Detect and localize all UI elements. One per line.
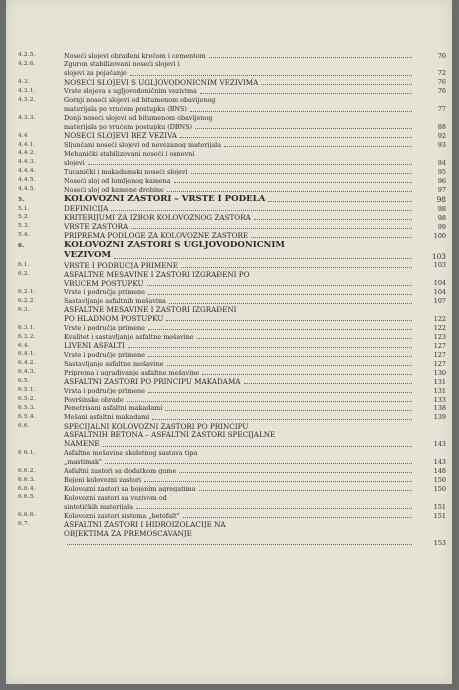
toc-entry-title: Vrste i područja primene — [64, 289, 145, 296]
toc-entry-page: 94 — [437, 158, 446, 167]
dot-leader — [144, 479, 412, 482]
toc-entry — [18, 448, 446, 457]
toc-entry — [18, 358, 446, 367]
toc-entry — [18, 278, 446, 287]
toc-entry-page: 72 — [437, 69, 446, 78]
toc-entry-page: 99 — [437, 222, 446, 231]
dot-leader — [127, 399, 412, 402]
toc-entry-number: 5.1. — [18, 205, 30, 212]
toc-entry — [18, 166, 446, 175]
toc-entry-number: 6.4.3. — [18, 369, 36, 376]
toc-entry — [18, 193, 446, 203]
toc-entry — [18, 492, 446, 501]
dot-leader — [190, 109, 412, 112]
toc-entry-number: 5.2. — [18, 214, 30, 221]
toc-entry-page: 92 — [437, 131, 446, 140]
toc-entry — [18, 367, 446, 376]
toc-entry-title-wrap — [64, 431, 412, 438]
toc-entry-title-wrap — [64, 378, 412, 385]
toc-entry-title-wrap — [64, 262, 412, 269]
toc-entry-title: Noseći slojevi obrađeni krečom i cementom — [64, 52, 206, 59]
toc-entry-page: 153 — [433, 538, 446, 547]
toc-entry-number: 6.2.2. — [18, 297, 36, 304]
toc-entry — [18, 50, 446, 59]
toc-entry-title: VRSTE I PODRUČJA PRIMENE — [64, 261, 179, 269]
toc-entry — [18, 148, 446, 157]
toc-entry — [18, 296, 446, 305]
toc-entry-page: 122 — [433, 315, 446, 324]
dot-leader — [148, 327, 412, 330]
toc-entry-title: ASFALTNE MEŠAVINE I ZASTORI IZGRAĐENI PO — [64, 270, 250, 278]
toc-entry-title-wrap — [64, 423, 412, 430]
toc-entry-number: 6.3.2. — [18, 333, 36, 340]
toc-entry-number: 6.5.1. — [18, 387, 36, 394]
toc-entry-number: 4.4.5. — [18, 186, 36, 193]
toc-entry — [18, 203, 446, 212]
toc-entry-page: 143 — [433, 458, 446, 467]
toc-entry — [18, 528, 446, 537]
dot-leader — [167, 189, 412, 192]
dot-leader — [67, 542, 412, 545]
toc-entry-number: 4.4.5. — [18, 177, 36, 184]
toc-entry-title: „mastimak" — [64, 459, 102, 466]
dot-leader — [244, 381, 413, 384]
toc-entry — [18, 457, 446, 466]
toc-entry-title: Noseći sloj od kamene drobine — [64, 186, 164, 193]
toc-entry-page: 143 — [433, 440, 446, 449]
toc-entry-page: 70 — [437, 51, 446, 60]
dot-leader — [114, 256, 412, 259]
toc-entry-number: 6. — [18, 242, 25, 249]
toc-entry-page: 131 — [433, 377, 446, 386]
toc-entry — [18, 314, 446, 323]
toc-entry-title: Kolovozni zastori sistema „betofalt" — [64, 512, 180, 520]
toc-entry-number: 4.4.4. — [18, 168, 36, 175]
dot-leader — [179, 470, 412, 473]
toc-entry-title: ASFALTNIH BETONA – ASFALTNI ZASTORI SPECIJALNE — [64, 431, 276, 439]
toc-entry-page: 150 — [433, 475, 446, 484]
toc-entry-number: 4.2.5. — [18, 52, 36, 59]
toc-entry — [18, 239, 446, 249]
toc-entry-title: Sastavljanje asfaltnih mešavina — [64, 298, 166, 305]
toc-entry-number: 6.4.1. — [18, 351, 36, 358]
toc-entry-title: VRSTE ZASTORA — [64, 223, 129, 231]
toc-entry — [18, 421, 446, 430]
toc-entry-number: 6.5.4. — [18, 414, 36, 420]
toc-entry-title: LIVENI ASFALTI — [64, 342, 125, 350]
toc-entry-page: 127 — [433, 359, 446, 368]
toc-entry-page: 148 — [433, 467, 446, 476]
toc-entry-page: 127 — [433, 350, 446, 359]
toc-entry-number: 6.6. — [18, 422, 30, 429]
toc-entry — [18, 130, 446, 139]
toc-entry — [18, 322, 446, 331]
toc-entry-page: 96 — [437, 176, 446, 185]
toc-entry-number: 6.6.3. — [18, 476, 36, 483]
toc-entry-title: Vrste slojeva s ugljovodoničnim vezivima — [64, 88, 197, 95]
toc-entry-number: 6.4.2. — [18, 360, 36, 367]
toc-entry — [18, 113, 446, 122]
toc-entry-number: 4.2.6. — [18, 61, 36, 68]
dot-leader — [180, 135, 412, 138]
toc-entry-page: 150 — [433, 484, 446, 493]
toc-entry-number: 6.6.6. — [18, 512, 36, 519]
toc-entry — [18, 305, 446, 314]
toc-entry-number: 4.3. — [18, 78, 30, 85]
toc-entry-page: 77 — [437, 105, 446, 114]
dot-leader — [191, 171, 412, 174]
toc-entry-page: 98 — [436, 194, 446, 204]
toc-entry-number: 4.3.2. — [18, 96, 36, 103]
toc-entry-number: 5.3. — [18, 223, 30, 230]
toc-entry — [18, 376, 446, 385]
book-page — [6, 0, 452, 684]
dot-leader — [148, 390, 412, 393]
toc-entry — [18, 175, 446, 184]
toc-entry-title-wrap — [64, 132, 412, 139]
dot-leader — [152, 417, 412, 420]
toc-entry-page: 130 — [433, 368, 446, 377]
toc-entry — [18, 331, 446, 340]
toc-entry-page: 151 — [433, 511, 446, 520]
toc-entry-page: 138 — [433, 404, 446, 413]
toc-entry — [18, 269, 446, 278]
toc-entry-title: Kvalitet i sastavljanje asfaltne mešavine — [64, 333, 194, 341]
toc-entry — [18, 501, 446, 510]
dot-leader — [128, 345, 412, 348]
toc-entry — [18, 157, 446, 166]
toc-entry-page: 76 — [437, 78, 446, 87]
toc-entry — [18, 184, 446, 193]
toc-entry-page: 122 — [433, 324, 446, 333]
toc-entry-title: ASFALTNI ZASTORI I HIDROIZOLACIJE NA — [64, 520, 226, 529]
dot-leader — [209, 55, 412, 58]
dot-leader — [148, 354, 412, 357]
table-of-contents — [18, 50, 446, 546]
toc-entry-title-wrap — [64, 223, 412, 230]
toc-entry — [18, 412, 446, 421]
toc-entry-number: 6.2. — [18, 271, 30, 277]
toc-entry-number: 6 6.1. — [18, 449, 36, 456]
toc-entry-title-wrap — [64, 306, 412, 313]
toc-entry — [18, 287, 446, 296]
toc-entry-number: 6.6.4. — [18, 485, 36, 492]
toc-entry-page: 76 — [437, 87, 446, 96]
toc-entry-title: Priprema i ugrađivanje asfaltne mešavine — [64, 369, 200, 377]
dot-leader — [251, 235, 412, 238]
toc-entry-title: Vrste i područje primene — [64, 351, 145, 359]
dot-leader — [199, 488, 412, 491]
dot-leader — [147, 283, 412, 286]
toc-entry — [18, 77, 446, 86]
toc-entry-title: materijala po vrućem postupku (DBNS) — [64, 124, 192, 131]
toc-entry-title: slojevi — [64, 159, 85, 167]
toc-entry — [18, 139, 446, 148]
dot-leader — [183, 515, 412, 518]
toc-entry-title: NOSEĆI SLOJEVI BEZ VEZIVA — [64, 132, 177, 140]
toc-entry — [18, 519, 446, 528]
toc-entry — [18, 510, 446, 519]
toc-entry-number: 6.5.2. — [18, 396, 36, 403]
toc-entry-number: 5.4. — [18, 232, 30, 239]
toc-entry-number: 6.6.2. — [18, 467, 36, 474]
toc-entry-page: 104 — [433, 288, 446, 297]
toc-entry — [18, 86, 446, 95]
dot-leader — [88, 162, 412, 165]
dot-leader — [111, 208, 412, 211]
toc-entry-title: Tucanički i makadamski noseći slojevi — [64, 168, 188, 176]
toc-entry-page: 98 — [437, 204, 446, 213]
toc-entry-title: Bojeni kolovozni zastori — [64, 476, 142, 484]
toc-entry-title-wrap — [64, 440, 412, 447]
toc-entry-title: OBJEKTIMA ZA PREMOŠĆAVANJE — [64, 529, 192, 537]
toc-entry — [18, 394, 446, 403]
toc-entry-title-wrap — [64, 280, 412, 287]
dot-leader — [254, 217, 412, 220]
toc-entry-title-wrap — [64, 530, 412, 537]
toc-entry-number: 6.5. — [18, 378, 30, 385]
toc-entry — [18, 430, 446, 439]
toc-entry-number: 4.3.1. — [18, 87, 36, 94]
toc-entry-page: 93 — [437, 140, 446, 149]
toc-entry-number: 6.7. — [18, 521, 30, 528]
dot-leader — [131, 226, 412, 229]
toc-entry-number: 4.4.2. — [18, 150, 36, 157]
toc-entry-title-wrap — [64, 521, 412, 528]
toc-entry-title: KOLOVOZNI ZASTORI – VRSTE I PODELA — [64, 194, 266, 204]
toc-entry — [18, 474, 446, 483]
toc-entry-title: Šljunčani noseći slojevi od nevezanog materijala — [64, 141, 222, 149]
toc-entry-page: 107 — [433, 297, 446, 306]
toc-entry-title: Mešani asfaltni makadami — [64, 414, 150, 421]
toc-entry-title: KRITERIJUMI ZA IZBOR KOLOVOZNOG ZASTORA — [64, 214, 251, 222]
toc-entry-page: 103 — [433, 261, 446, 270]
toc-entry — [18, 403, 446, 412]
toc-entry-title-wrap — [64, 251, 412, 260]
toc-entry-title: Sastavljanje asfaltne mešavine — [64, 360, 164, 368]
toc-entry-title: Kolovozni zastori sa bojenim agregatima — [64, 485, 196, 493]
toc-entry-number: 6.3.1. — [18, 324, 36, 331]
toc-entry-title: DEFINICIJA — [64, 205, 109, 213]
toc-entry-title: Asfaltne mešavine skeletnog sastava tipa — [64, 450, 198, 457]
toc-entry-page: 104 — [433, 279, 446, 288]
dot-leader — [103, 444, 412, 447]
toc-entry — [18, 465, 446, 474]
dot-leader — [200, 91, 412, 94]
toc-entry-number: 6.4. — [18, 342, 30, 349]
toc-entry-title: Donji noseći slojevi od bitumenom obavijenog — [64, 115, 213, 122]
toc-entry-number: 4.4.3. — [18, 159, 36, 166]
dot-leader — [136, 506, 412, 509]
toc-entry-title: VEZIVOM — [64, 251, 112, 260]
toc-entry-title: Zguron stabilizovani noseći slojevi i — [64, 61, 180, 68]
toc-entry — [18, 95, 446, 104]
toc-entry-number: 5. — [18, 196, 25, 203]
toc-entry-page: 95 — [437, 167, 446, 176]
toc-entry-title: SPECIJALNI KOLOVOZNI ZASTORI PO PRINCIPU — [64, 422, 249, 430]
toc-entry-title: ASFALTNI ZASTORI PO PRINCIPU MAKADAMA — [64, 377, 241, 386]
toc-entry-title: sintetičkih materijala — [64, 503, 134, 511]
toc-entry-number: 4.4 — [18, 132, 28, 139]
toc-entry-title-wrap — [64, 205, 412, 212]
toc-entry-page: 123 — [433, 332, 446, 341]
dot-leader — [261, 82, 412, 85]
toc-entry-page: 100 — [433, 231, 446, 240]
toc-entry-title: KOLOVOZNI ZASTORI S UGLJOVODONIČNIM — [64, 240, 285, 250]
toc-entry-number: 4.3.3. — [18, 114, 36, 121]
toc-entry-title: Mehanički stabilizovani noseći i osnovni — [64, 150, 195, 158]
toc-entry-title-wrap — [64, 195, 412, 204]
toc-entry-title: Površinske obrade — [64, 396, 124, 403]
toc-entry-title: Gornji noseći slojevi od bitumenom obavijenog — [64, 97, 216, 104]
toc-entry — [18, 349, 446, 358]
toc-entry-title-wrap — [64, 342, 412, 349]
toc-entry-page: 98 — [437, 213, 446, 222]
dot-leader — [148, 292, 412, 295]
dot-leader — [165, 408, 412, 411]
toc-entry-number: 6.3. — [18, 306, 30, 313]
dot-leader — [105, 461, 412, 464]
toc-entry-title: Vrste i područja primene — [64, 325, 145, 332]
toc-entry — [18, 537, 446, 546]
toc-entry — [18, 260, 446, 269]
toc-entry-title-wrap — [64, 271, 412, 278]
toc-entry-number: 6.5.3. — [18, 405, 36, 412]
toc-entry — [18, 221, 446, 230]
dot-leader — [202, 372, 412, 375]
toc-entry-title: NOSEĆI SLOJEVI S UGLJOVODONIČNIM VEZIVIMA — [64, 78, 259, 86]
toc-entry-title: ASFALTNE MEŠAVINE I ZASTORI IZGRAĐENI — [64, 306, 237, 314]
toc-entry-title-wrap — [64, 315, 412, 322]
toc-entry — [18, 340, 446, 349]
toc-entry — [18, 230, 446, 239]
toc-entry-number: 6.2.1. — [18, 288, 36, 295]
toc-entry — [18, 250, 446, 260]
toc-entry-title: VRUĆEM POSTUPKU — [64, 279, 144, 287]
toc-entry-title-wrap — [64, 241, 412, 250]
dot-leader — [195, 126, 412, 129]
toc-entry-number: 6.1. — [18, 262, 30, 269]
dot-leader — [169, 301, 412, 304]
toc-entry — [18, 59, 446, 68]
toc-entry — [18, 104, 446, 113]
toc-entry-title: Vrsta i područje primene — [64, 387, 145, 394]
dot-leader — [174, 180, 412, 183]
toc-entry-title-wrap — [64, 79, 412, 86]
dot-leader — [268, 199, 412, 202]
toc-entry-title-wrap — [64, 232, 412, 239]
dot-leader — [130, 73, 412, 76]
toc-entry-page: 139 — [433, 413, 446, 422]
toc-entry-page: 127 — [433, 341, 446, 350]
toc-entry-title: PO HLADNOM POSTUPKU — [64, 315, 164, 323]
toc-entry — [18, 122, 446, 131]
dot-leader — [167, 363, 413, 366]
toc-entry-title: Kolovozni zastori sa vezivom od — [64, 494, 167, 502]
toc-entry-page: 97 — [437, 185, 446, 194]
toc-entry — [18, 68, 446, 77]
toc-entry-title: PRIPREMA PODLOGE ZA KOLOVOZNE ZASTORE — [64, 231, 249, 240]
toc-entry-title: Asfaltni zastori sa dodatkom gume — [64, 468, 177, 475]
dot-leader — [197, 336, 412, 339]
dot-leader — [224, 144, 412, 147]
dot-leader — [166, 318, 412, 321]
toc-entry — [18, 483, 446, 492]
dot-leader — [181, 265, 412, 268]
toc-entry — [18, 439, 446, 448]
toc-entry-page: 131 — [433, 386, 446, 395]
toc-entry-page: 88 — [437, 123, 446, 132]
toc-entry-page: 151 — [433, 502, 446, 511]
toc-entry-title: materijala po vrućem postupku (BNS) — [64, 106, 187, 113]
toc-entry — [18, 385, 446, 394]
toc-entry-title: Penetrisani asfaltni makadami — [64, 405, 163, 412]
toc-entry-page: 133 — [433, 395, 446, 404]
toc-entry-number: 6.6.5. — [18, 494, 36, 501]
toc-entry-title: NAMENE — [64, 440, 100, 448]
toc-entry-title: slojevi za pojačanje — [64, 70, 127, 77]
toc-entry-number: 4.4.1. — [18, 141, 36, 148]
toc-entry — [18, 212, 446, 221]
toc-entry-title-wrap — [64, 542, 412, 546]
toc-entry-title-wrap — [64, 214, 412, 221]
toc-entry-title: Noseći sloj od lomljenog kamena — [64, 177, 171, 185]
toc-entry-page: 103 — [431, 251, 446, 261]
